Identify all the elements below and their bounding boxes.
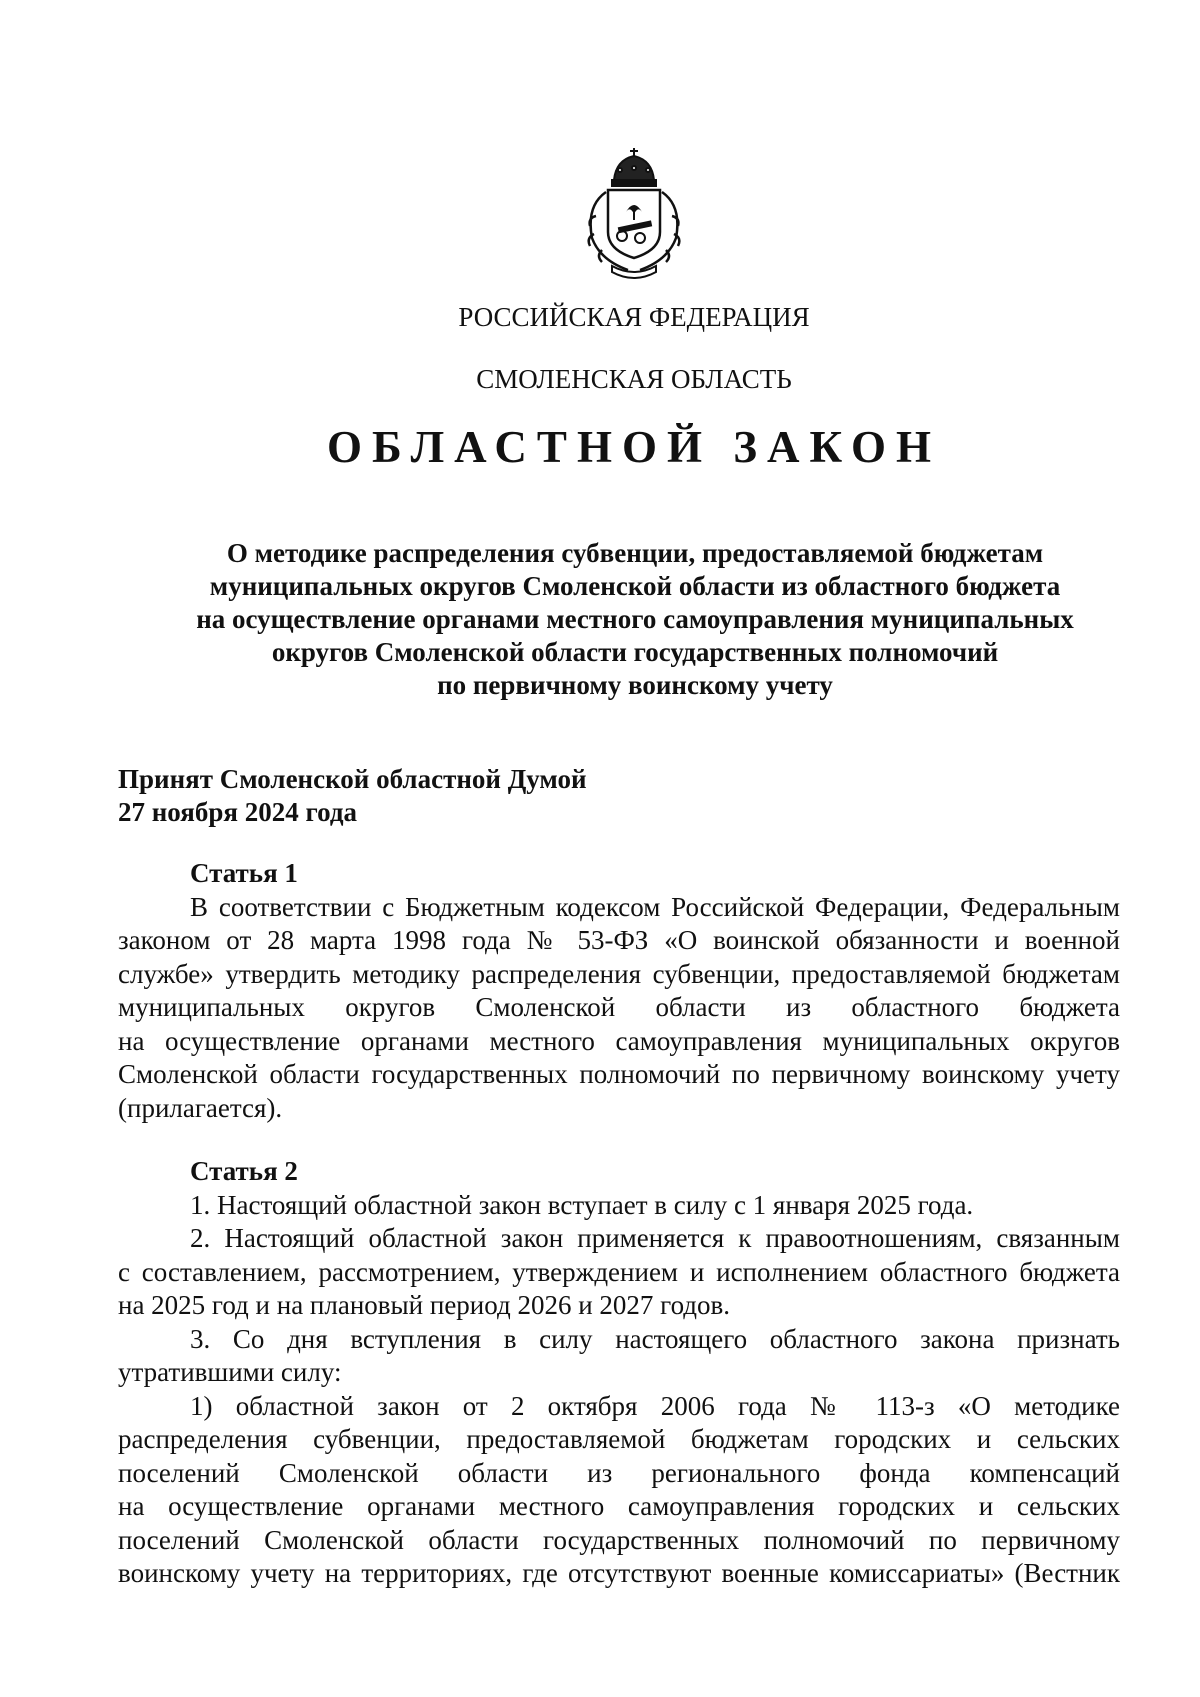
paragraph-line: на осуществление органами местного самоуправления муниципальных округов xyxy=(118,1025,1120,1056)
article-1 xyxy=(118,857,1120,1125)
adoption-block xyxy=(118,763,587,829)
law-title-line: муниципальных округов Смоленской области из областного бюджета xyxy=(209,571,1061,601)
law-title-line: О методике распределения субвенции, предоставляемой бюджетам xyxy=(226,538,1044,568)
paragraph-line: утратившими силу: xyxy=(118,1357,342,1387)
country-heading: РОССИЙСКАЯ ФЕДЕРАЦИЯ xyxy=(458,302,810,332)
paragraph-line: поселений Смоленской области государственных полномочий по первичному xyxy=(118,1524,1120,1555)
adoption-date: 27 ноября 2024 года xyxy=(118,797,357,827)
law-title-line: по первичному воинскому учету xyxy=(437,670,833,700)
law-title-line: на осуществление органами местного самоуправления муниципальных xyxy=(196,604,1074,634)
region-heading: СМОЛЕНСКАЯ ОБЛАСТЬ xyxy=(476,364,792,394)
paragraph-line: 1) областной закон от 2 октября 2006 года № 113-з «О методике xyxy=(190,1390,1120,1421)
article-2 xyxy=(118,1155,1120,1591)
paragraph-line: законом от 28 марта 1998 года № 53-ФЗ «О воинской обязанности и военной xyxy=(118,925,1120,955)
law-title xyxy=(150,537,1120,702)
paragraph-line: муниципальных округов Смоленской области из областного бюджета xyxy=(118,992,1120,1022)
law-title-line: округов Смоленской области государственных полномочий xyxy=(271,637,999,667)
paragraph-line: (прилагается). xyxy=(118,1092,283,1123)
paragraph-line: 2. Настоящий областной закон применяется к правоотношениям, связанным xyxy=(190,1223,1120,1253)
law-kind-heading: ОБЛАСТНОЙ ЗАКОН xyxy=(327,422,941,472)
paragraph-line: 3. Со дня вступления в силу настоящего областного закона признать xyxy=(190,1323,1120,1354)
coat-of-arms-emblem xyxy=(578,146,690,280)
article-2-heading: Статья 2 xyxy=(190,1156,298,1186)
paragraph-line: 1. Настоящий областной закон вступает в силу с 1 января 2025 года. xyxy=(190,1189,974,1220)
paragraph-line: Смоленской области государственных полномочий по первичному воинскому учету xyxy=(118,1059,1120,1089)
paragraph-line: распределения субвенции, предоставляемой бюджетам городских и сельских xyxy=(118,1424,1120,1454)
paragraph-line: В соответствии с Бюджетным кодексом Российской Федерации, Федеральным xyxy=(190,891,1120,922)
paragraph-line: на 2025 год и на плановый период 2026 и 2027 годов. xyxy=(118,1290,731,1320)
article-1-heading: Статья 1 xyxy=(190,858,298,888)
paragraph-line: воинскому учету на территориях, где отсутствуют военные комиссариаты» (Вестник xyxy=(118,1558,1120,1588)
paragraph-line: на осуществление органами местного самоуправления городских и сельских xyxy=(118,1491,1120,1521)
adoption-body: Принят Смоленской областной Думой xyxy=(118,764,587,794)
paragraph-line: службе» утвердить методику распределения субвенции, предоставляемой бюджетам xyxy=(118,958,1120,989)
paragraph-line: с составлением, рассмотрением, утверждением и исполнением областного бюджета xyxy=(118,1256,1120,1287)
paragraph-line: поселений Смоленской области из регионального фонда компенсаций xyxy=(118,1457,1120,1488)
